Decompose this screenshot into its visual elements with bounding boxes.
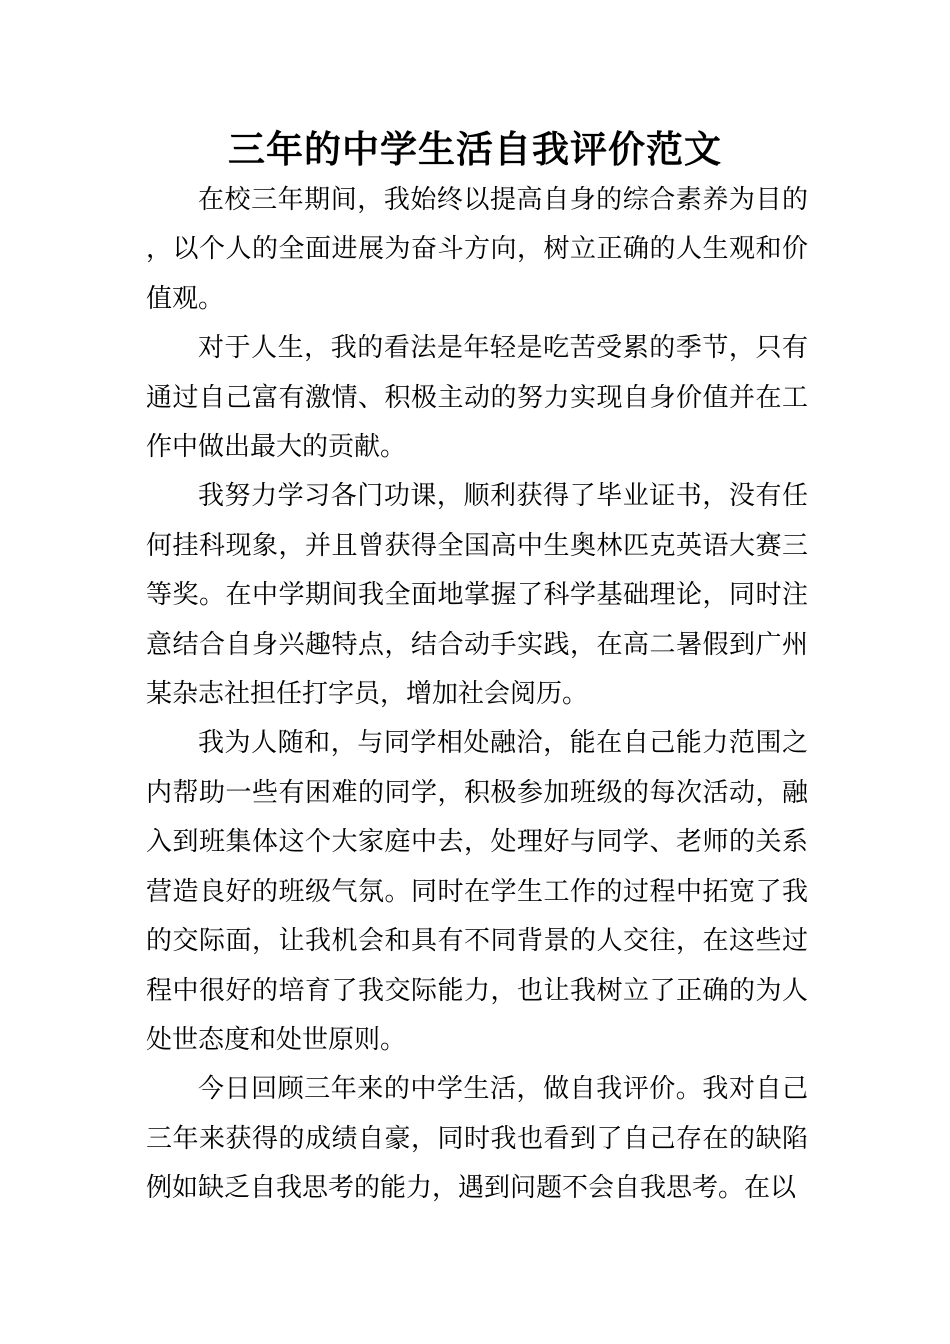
paragraph-3: 我努力学习各门功课，顺利获得了毕业证书，没有任何挂科现象，并且曾获得全国高中生奥林匹克英语大赛三等奖。在中学期间我全面地掌握了科学基础理论，同时注意结合自身兴趣特点，结合动手实践，在高二暑假到广州某杂志社担任打字员，增加社会阅历。	[146, 481, 808, 710]
document-body	[146, 176, 808, 1214]
document-title: 三年的中学生活自我评价范文	[228, 128, 722, 171]
paragraph-5: 今日回顾三年来的中学生活，做自我评价。我对自己三年来获得的成绩自豪，同时我也看到了自己存在的缺陷例如缺乏自我思考的能力，遇到问题不会自我思考。在以	[146, 1074, 808, 1204]
paragraph-2: 对于人生，我的看法是年轻是吃苦受累的季节，只有通过自己富有激情、积极主动的努力实现自身价值并在工作中做出最大的贡献。	[146, 333, 808, 463]
paragraph-1: 在校三年期间，我始终以提高自身的综合素养为目的，以个人的全面进展为奋斗方向，树立正确的人生观和价值观。	[146, 185, 808, 314]
paragraph-4: 我为人随和，与同学相处融洽，能在自己能力范围之内帮助一些有困难的同学，积极参加班级的每次活动，融入到班集体这个大家庭中去，处理好与同学、老师的关系营造良好的班级气氛。同时在学生工作的过程中拓宽了我的交际面，让我机会和具有不同背景的人交往，在这些过程中很好的培育了我交际能力，也让我树立了正确的为人处世态度和处世原则。	[146, 728, 808, 1055]
